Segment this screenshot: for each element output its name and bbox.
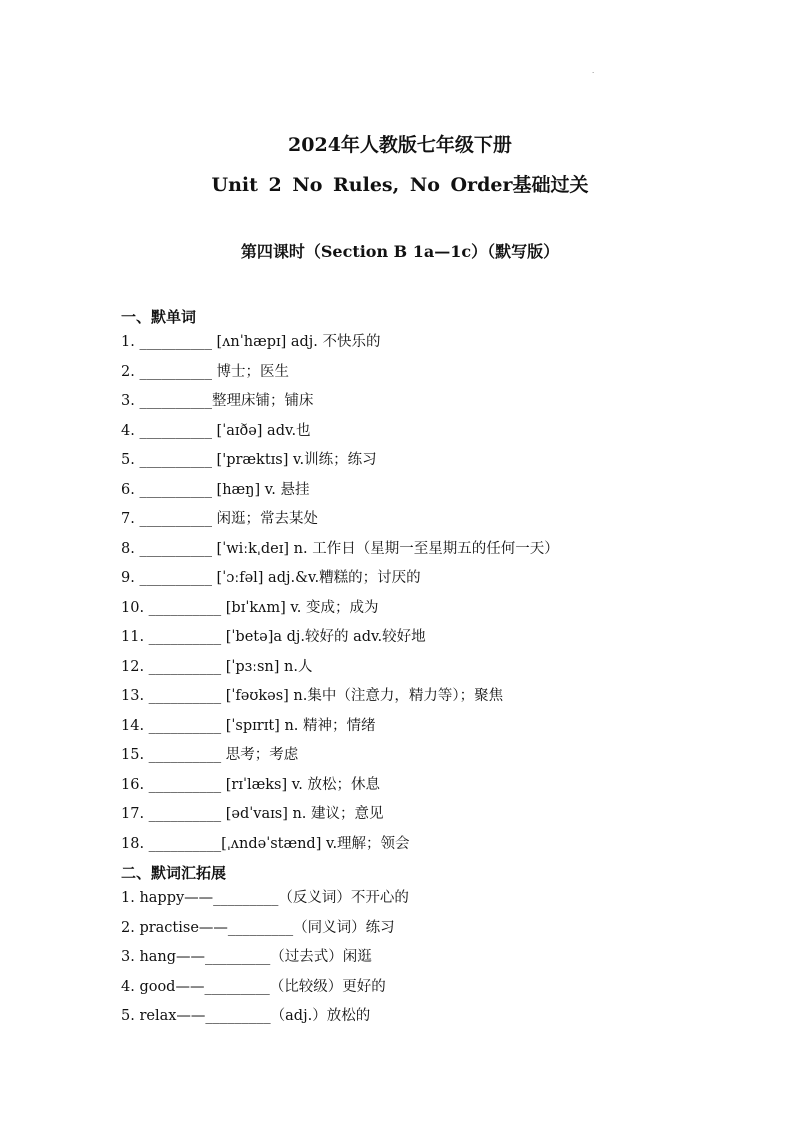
word-item: 7. __________ 闲逛；常去某处 [121, 511, 319, 527]
word-item: 4. __________ [ˈaɪðə] adv.也 [121, 422, 311, 439]
section-heading-extension: 二、默词汇拓展 [121, 864, 227, 882]
lesson-subtitle: 第四课时（Section B 1a—1c）（默写版） [240, 242, 560, 261]
word-item: 16. __________ [rɪˈlæks] v. 放松；休息 [121, 776, 380, 793]
extension-item: 4. good——_________（比较级）更好的 [121, 978, 386, 995]
word-item: 2. __________ 博士；医生 [121, 363, 290, 380]
word-extension-section [0, 862, 800, 1032]
word-item: 8. __________ [ˈwiːkˌdeɪ] n. 工作日（星期一至星期五的任何一天） [121, 540, 559, 557]
word-item: 6. __________ [hæŋ] v. 悬挂 [121, 481, 310, 498]
page-title: 2024年人教版七年级下册 [288, 134, 512, 156]
word-item: 18. __________[ˌʌndəˈstænd] v.理解；领会 [121, 835, 410, 852]
word-item: 15. __________ 思考；考虑 [121, 747, 299, 763]
extension-item: 1. happy——_________（反义词）不开心的 [121, 890, 409, 906]
extension-list [0, 884, 800, 1032]
word-item: 10. __________ [bɪˈkʌm] v. 变成；成为 [121, 599, 379, 616]
vocabulary-section [0, 306, 800, 859]
word-item: 9. __________ [ˈɔːfəl] adj.&v.糟糕的；讨厌的 [121, 570, 421, 586]
extension-item: 3. hang——_________（过去式）闲逛 [121, 949, 372, 966]
word-item: 1. __________ [ʌnˈhæpɪ] adj. 不快乐的 [121, 334, 381, 350]
word-list [0, 328, 800, 859]
word-item: 3. __________整理床铺；铺床 [121, 393, 314, 409]
extension-item: 2. practise——_________（同义词）练习 [121, 919, 395, 936]
word-item: 14. __________ [ˈspɪrɪt] n. 精神；情绪 [121, 717, 376, 734]
section-heading-words: 一、默单词 [121, 308, 197, 326]
extension-item: 5. relax——_________（adj.）放松的 [121, 1008, 371, 1025]
word-item: 11. __________ [ˈbetə]a dj.较好的 adv.较好地 [121, 629, 426, 645]
corner-mark: . [592, 66, 595, 75]
word-item: 5. __________ ['præktɪs] v.训练；练习 [121, 452, 377, 468]
unit-title: Unit 2 No Rules, No Order基础过关 [211, 174, 589, 196]
word-item: 12. __________ [ˈpɜːsn] n.人 [121, 658, 313, 675]
word-item: 17. __________ [ədˈvaɪs] n. 建议；意见 [121, 806, 384, 822]
word-item: 13. __________ [ˈfəʊkəs] n.集中（注意力，精力等）；聚焦 [121, 688, 504, 704]
